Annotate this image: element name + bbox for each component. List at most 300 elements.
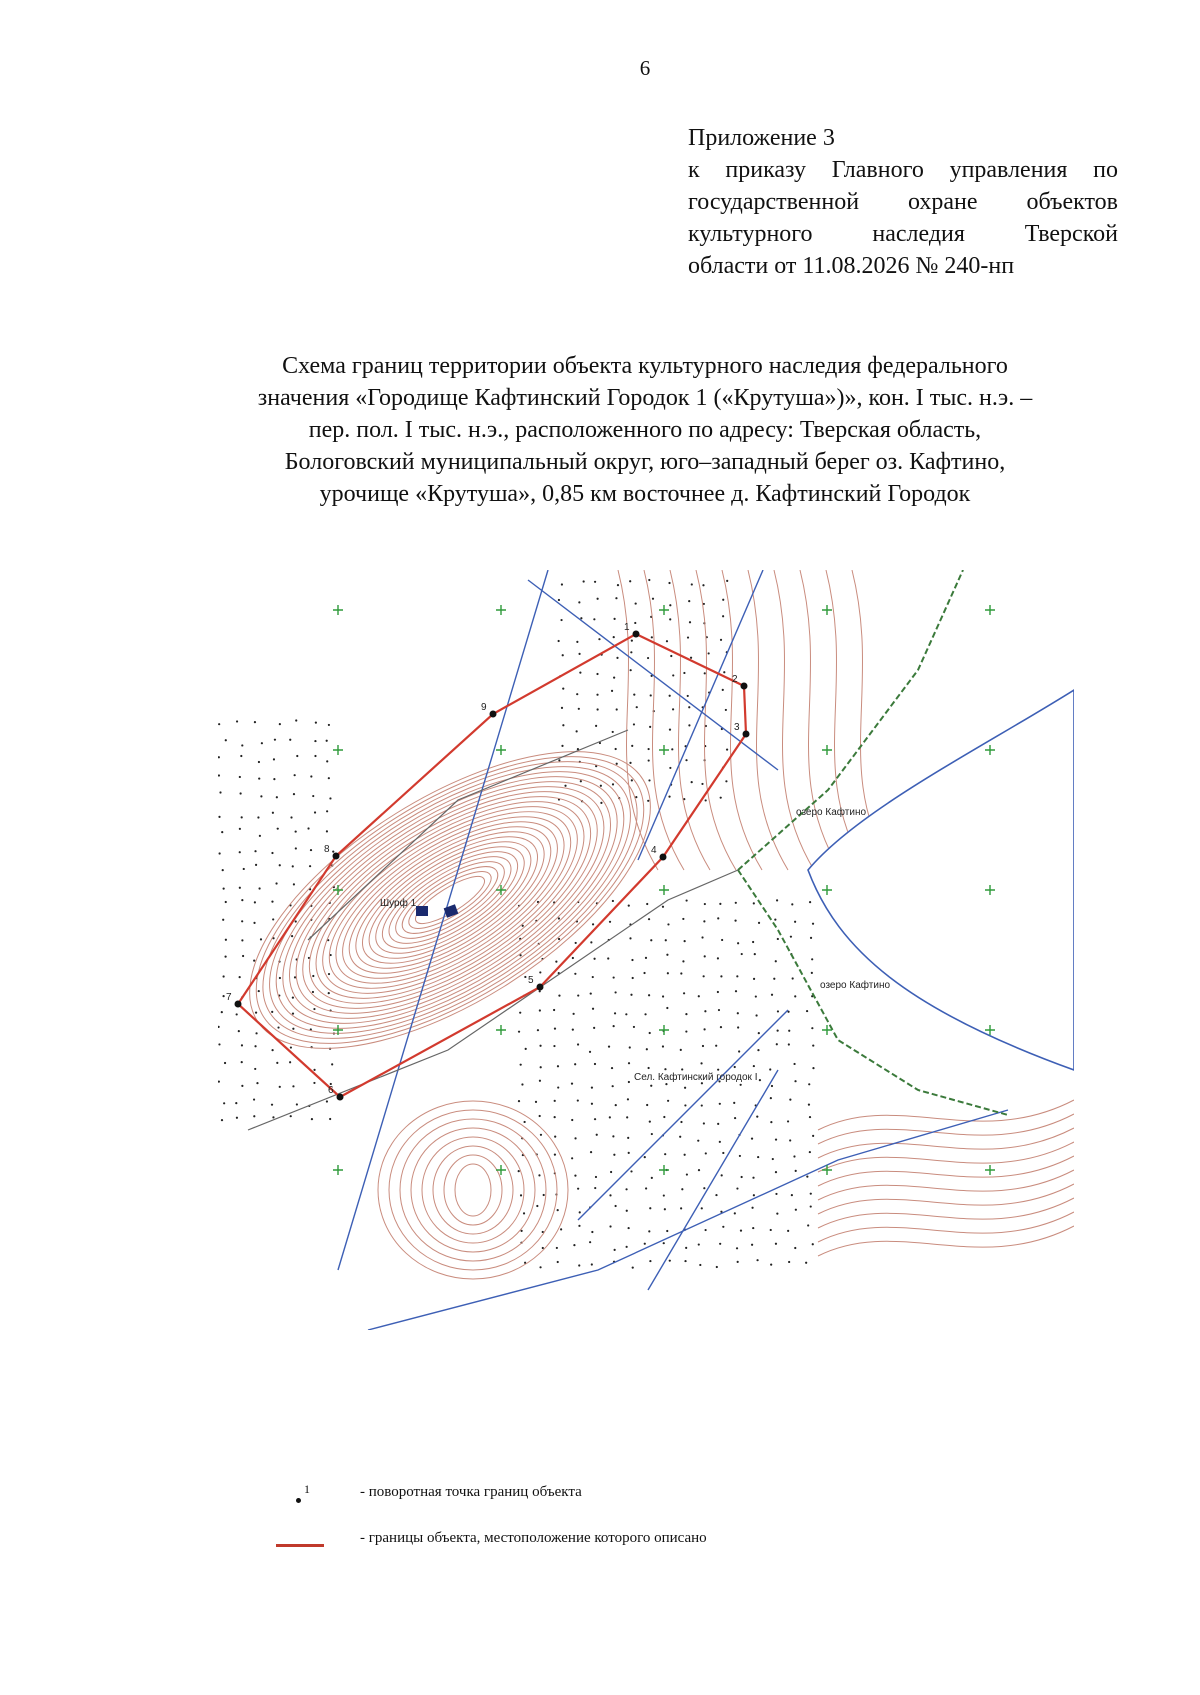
forest-dot xyxy=(680,972,682,974)
forest-dot xyxy=(647,657,649,659)
forest-dot xyxy=(698,995,700,997)
forest-dot xyxy=(648,579,650,581)
forest-dot xyxy=(741,1176,743,1178)
forest-dot xyxy=(688,600,690,602)
forest-dot xyxy=(564,785,566,787)
forest-dot xyxy=(290,1115,292,1117)
forest-dot xyxy=(635,602,637,604)
forest-dot xyxy=(571,1119,573,1121)
forest-dot xyxy=(273,778,275,780)
grid-cross xyxy=(333,1165,343,1175)
forest-dot xyxy=(752,1177,754,1179)
forest-dot xyxy=(576,693,578,695)
forest-dot xyxy=(629,762,631,764)
forest-dot xyxy=(539,971,541,973)
forest-dot xyxy=(735,990,737,992)
forest-dot xyxy=(684,940,686,942)
forest-dot xyxy=(701,1104,703,1106)
forest-dot xyxy=(741,953,743,955)
forest-dot xyxy=(271,1011,273,1013)
forest-dot xyxy=(613,618,615,620)
forest-dot xyxy=(279,977,281,979)
forest-dot xyxy=(254,1045,256,1047)
forest-dot xyxy=(648,918,650,920)
forest-dot xyxy=(578,1225,580,1227)
forest-dot xyxy=(631,640,633,642)
forest-dot xyxy=(539,1080,541,1082)
forest-dot xyxy=(608,1046,610,1048)
forest-dot xyxy=(572,957,574,959)
forest-dot xyxy=(753,902,755,904)
grid-cross xyxy=(985,605,995,615)
forest-dot xyxy=(616,763,618,765)
forest-dot xyxy=(756,1259,758,1261)
forest-dot xyxy=(629,937,631,939)
forest-dot xyxy=(794,1247,796,1249)
forest-dot xyxy=(535,1101,537,1103)
contour-line xyxy=(818,1114,1074,1144)
contour-line xyxy=(455,1164,491,1216)
forest-dot xyxy=(691,781,693,783)
forest-dot xyxy=(238,1030,240,1032)
forest-dot xyxy=(666,1007,668,1009)
forest-dot xyxy=(609,1225,611,1227)
forest-dot xyxy=(329,1118,331,1120)
forest-dot xyxy=(759,1079,761,1081)
turning-point-dot xyxy=(296,1498,301,1503)
forest-dot xyxy=(258,887,260,889)
forest-dot xyxy=(598,638,600,640)
grid-cross xyxy=(659,1025,669,1035)
legend-text: - границы объекта, местоположение которого описано xyxy=(360,1530,707,1546)
forest-dot xyxy=(557,1086,559,1088)
contour-line xyxy=(422,1137,524,1243)
turning-point-label: 2 xyxy=(732,674,738,685)
legend-item-turning-point xyxy=(260,1480,960,1526)
forest-dot xyxy=(222,995,224,997)
forest-dot xyxy=(684,1104,686,1106)
forest-dot xyxy=(734,920,736,922)
map-features xyxy=(416,904,458,918)
forest-dot xyxy=(701,1207,703,1209)
forest-dot xyxy=(662,906,664,908)
forest-dot xyxy=(625,1188,627,1190)
forest-dot xyxy=(751,1207,753,1209)
forest-dot xyxy=(255,1032,257,1034)
forest-dot xyxy=(221,1011,223,1013)
forest-dot xyxy=(613,636,615,638)
forest-dot xyxy=(292,1085,294,1087)
forest-dot xyxy=(583,580,585,582)
forest-dot xyxy=(806,1010,808,1012)
forest-dot xyxy=(630,669,632,671)
forest-dot xyxy=(524,976,526,978)
forest-dot xyxy=(609,921,611,923)
forest-dot xyxy=(688,706,690,708)
turning-point xyxy=(633,631,640,638)
forest-dot xyxy=(562,688,564,690)
forest-dot xyxy=(811,972,813,974)
forest-dot xyxy=(725,780,727,782)
forest-dot xyxy=(219,852,221,854)
forest-dot xyxy=(594,1118,596,1120)
forest-dot xyxy=(718,1009,720,1011)
forest-dot xyxy=(595,1176,597,1178)
forest-dot xyxy=(688,724,690,726)
forest-dot xyxy=(218,1043,220,1045)
forest-dot xyxy=(578,601,580,603)
forest-dot xyxy=(571,1157,573,1159)
forest-dot xyxy=(221,1119,223,1121)
forest-dot xyxy=(332,851,334,853)
forest-dot xyxy=(662,1045,664,1047)
title-line: пер. пол. I тыс. н.э., расположенного по адресу: Тверская область, xyxy=(308,417,982,443)
forest-dot xyxy=(253,1115,255,1117)
forest-dot xyxy=(613,976,615,978)
forest-dot xyxy=(757,1049,759,1051)
forest-dot xyxy=(787,1230,789,1232)
forest-dot xyxy=(591,1231,593,1233)
forest-dot xyxy=(272,918,274,920)
turning-point xyxy=(743,731,750,738)
forest-dot xyxy=(254,850,256,852)
forest-dot xyxy=(573,1244,575,1246)
forest-dot xyxy=(578,1264,580,1266)
forest-dot xyxy=(644,1243,646,1245)
forest-dot xyxy=(326,810,328,812)
forest-dot xyxy=(795,1170,797,1172)
forest-dot xyxy=(737,1026,739,1028)
forest-dot xyxy=(273,758,275,760)
forest-dot xyxy=(649,1032,651,1034)
forest-dot xyxy=(218,1081,220,1083)
turning-point xyxy=(337,1094,344,1101)
forest-dot xyxy=(723,671,725,673)
forest-dot xyxy=(289,739,291,741)
forest-dot xyxy=(636,706,638,708)
forest-dot xyxy=(691,583,693,585)
forest-dot xyxy=(612,900,614,902)
document-title xyxy=(150,350,1140,510)
forest-dot xyxy=(808,1104,810,1106)
forest-dot xyxy=(689,621,691,623)
forest-dot xyxy=(666,954,668,956)
forest-dot xyxy=(254,721,256,723)
forest-dot xyxy=(218,1026,220,1028)
forest-dot xyxy=(520,1194,522,1196)
forest-dot xyxy=(667,1100,669,1102)
turning-point xyxy=(490,711,497,718)
forest-dot xyxy=(754,953,756,955)
forest-dot xyxy=(625,1013,627,1015)
forest-dot xyxy=(525,1048,527,1050)
grid-cross xyxy=(496,1025,506,1035)
grid-cross xyxy=(333,605,343,615)
forest-dot xyxy=(734,1066,736,1068)
forest-dot xyxy=(560,1228,562,1230)
forest-dot xyxy=(239,887,241,889)
forest-dot xyxy=(651,1177,653,1179)
forest-dot xyxy=(572,1029,574,1031)
forest-dot xyxy=(702,584,704,586)
grid-cross xyxy=(659,745,669,755)
forest-dot xyxy=(703,975,705,977)
forest-dot xyxy=(243,868,245,870)
forest-dot xyxy=(735,902,737,904)
forest-dot xyxy=(669,767,671,769)
forest-dot xyxy=(720,797,722,799)
forest-dot xyxy=(241,1085,243,1087)
forest-dot xyxy=(242,955,244,957)
forest-dot xyxy=(663,1116,665,1118)
forest-dot xyxy=(648,994,650,996)
forest-dot xyxy=(715,1045,717,1047)
forest-dot xyxy=(719,1103,721,1105)
forest-dot xyxy=(791,1194,793,1196)
forest-dot xyxy=(615,748,617,750)
forest-dot xyxy=(646,1048,648,1050)
forest-dot xyxy=(592,1008,594,1010)
forest-dot xyxy=(720,975,722,977)
forest-dot xyxy=(271,1049,273,1051)
contour-line xyxy=(818,1212,1074,1242)
forest-dot xyxy=(542,1247,544,1249)
forest-dot xyxy=(699,1264,701,1266)
forest-dot xyxy=(560,619,562,621)
contour-line xyxy=(344,812,557,987)
forest-dot xyxy=(752,1227,754,1229)
forest-dot xyxy=(722,689,724,691)
forest-dot xyxy=(705,1229,707,1231)
contour-line xyxy=(389,1110,557,1270)
forest-dot xyxy=(276,1062,278,1064)
forest-dot xyxy=(577,1099,579,1101)
forest-dot xyxy=(648,779,650,781)
contour-line xyxy=(818,1184,1074,1214)
forest-dot xyxy=(629,1046,631,1048)
forest-dot xyxy=(697,1140,699,1142)
forest-dot xyxy=(612,1135,614,1137)
forest-dot xyxy=(665,939,667,941)
forest-dot xyxy=(328,973,330,975)
forest-dot xyxy=(600,785,602,787)
forest-dot xyxy=(736,1247,738,1249)
title-line: Схема границ территории объекта культурного наследия федерального xyxy=(282,353,1008,379)
forest-dot xyxy=(771,994,773,996)
forest-dot xyxy=(328,992,330,994)
forest-dot xyxy=(329,797,331,799)
forest-dot xyxy=(223,888,225,890)
forest-dot xyxy=(663,1242,665,1244)
forest-dot xyxy=(794,995,796,997)
title-line: значения «Городище Кафтинский Городок 1 («Крутуша»)», кон. I тыс. н.э. – xyxy=(257,385,1033,411)
forest-dot xyxy=(561,745,563,747)
forest-dot xyxy=(295,847,297,849)
forest-dot xyxy=(777,1010,779,1012)
forest-dot xyxy=(274,739,276,741)
map-label-pit: Шурф 1 xyxy=(380,898,417,909)
forest-dot xyxy=(556,1247,558,1249)
forest-dot xyxy=(578,708,580,710)
forest-dot xyxy=(218,756,220,758)
forest-dot xyxy=(628,905,630,907)
forest-dot xyxy=(664,1208,666,1210)
forest-dot xyxy=(776,1213,778,1215)
forest-dot xyxy=(328,777,330,779)
forest-dot xyxy=(612,731,614,733)
contour-line xyxy=(818,1142,1074,1172)
forest-dot xyxy=(218,774,220,776)
forest-dot xyxy=(681,1188,683,1190)
forest-dot xyxy=(734,1212,736,1214)
forest-dot xyxy=(793,1063,795,1065)
forest-dot xyxy=(290,1046,292,1048)
forest-dot xyxy=(628,1152,630,1154)
forest-dot xyxy=(557,1065,559,1067)
map-label-settlement: Сел. Кафтинский городок I xyxy=(634,1072,758,1083)
forest-dot xyxy=(272,812,274,814)
forest-dot xyxy=(681,1068,683,1070)
forest-dot xyxy=(312,991,314,993)
forest-dot xyxy=(645,957,647,959)
forest-dot xyxy=(218,816,220,818)
appendix-line: культурного наследия Тверской xyxy=(688,221,1118,247)
forest-dot xyxy=(579,672,581,674)
forest-dot xyxy=(562,654,564,656)
forest-dot xyxy=(558,759,560,761)
turning-point-symbol xyxy=(260,1480,330,1510)
forest-dot xyxy=(594,581,596,583)
forest-dot xyxy=(740,1229,742,1231)
forest-dot xyxy=(313,1082,315,1084)
forest-dot xyxy=(633,1026,635,1028)
forest-dot xyxy=(571,1083,573,1085)
forest-dot xyxy=(737,1012,739,1014)
forest-dot xyxy=(292,1028,294,1030)
forest-dot xyxy=(614,1205,616,1207)
forest-dot xyxy=(770,1121,772,1123)
forest-dot xyxy=(224,1062,226,1064)
forest-dot xyxy=(543,1194,545,1196)
forest-dot xyxy=(670,655,672,657)
forest-dot xyxy=(609,1194,611,1196)
forest-dot xyxy=(773,978,775,980)
contour-line xyxy=(818,1100,1074,1130)
forest-dot xyxy=(592,923,594,925)
forest-dot xyxy=(596,694,598,696)
forest-dot xyxy=(254,901,256,903)
page-number: 6 xyxy=(639,56,651,80)
forest-dot xyxy=(540,1134,542,1136)
forest-dot xyxy=(296,1103,298,1105)
turning-point-label: 7 xyxy=(226,992,232,1003)
forest-dot xyxy=(719,903,721,905)
forest-dot xyxy=(669,695,671,697)
forest-dot xyxy=(256,1082,258,1084)
forest-dot xyxy=(702,1045,704,1047)
forest-dot xyxy=(594,1187,596,1189)
forest-dot xyxy=(669,1260,671,1262)
forest-dot xyxy=(591,1263,593,1265)
forest-dot xyxy=(276,796,278,798)
forest-dot xyxy=(630,994,632,996)
forest-dot xyxy=(753,978,755,980)
forest-dot xyxy=(590,992,592,994)
forest-dot xyxy=(810,1193,812,1195)
forest-dot xyxy=(630,651,632,653)
grid-cross xyxy=(659,605,669,615)
contour-line xyxy=(218,693,697,1107)
forest-dot xyxy=(326,760,328,762)
stream-line xyxy=(368,1110,1008,1330)
forest-dot xyxy=(687,695,689,697)
forest-dot xyxy=(260,938,262,940)
forest-dot xyxy=(253,1098,255,1100)
forest-dot xyxy=(235,1102,237,1104)
forest-dot xyxy=(631,745,633,747)
forest-dot xyxy=(648,1067,650,1069)
forest-dot xyxy=(667,923,669,925)
lake-shore xyxy=(808,690,1074,1070)
forest-dot xyxy=(734,1117,736,1119)
forest-dot xyxy=(643,972,645,974)
forest-dot xyxy=(593,958,595,960)
forest-dot xyxy=(615,597,617,599)
forest-dot xyxy=(293,793,295,795)
forest-dot xyxy=(740,1084,742,1086)
forest-dot xyxy=(593,618,595,620)
turning-point-label: 5 xyxy=(528,975,534,986)
forest-dot xyxy=(758,922,760,924)
forest-dot xyxy=(295,830,297,832)
forest-dot xyxy=(554,1136,556,1138)
forest-dot xyxy=(705,1152,707,1154)
forest-dot xyxy=(672,674,674,676)
grid-cross xyxy=(659,1165,669,1175)
forest-dot xyxy=(770,1264,772,1266)
forest-dot xyxy=(687,636,689,638)
forest-dot xyxy=(632,977,634,979)
forest-dot xyxy=(648,748,650,750)
forest-dot xyxy=(788,1030,790,1032)
forest-dot xyxy=(662,995,664,997)
forest-dot xyxy=(524,1121,526,1123)
boundary-line-swatch xyxy=(276,1544,324,1547)
forest-dot xyxy=(809,1151,811,1153)
contour-line xyxy=(228,714,672,1086)
forest-dot xyxy=(669,604,671,606)
forest-dot xyxy=(650,1085,652,1087)
forest-dot xyxy=(726,580,728,582)
forest-dot xyxy=(703,1028,705,1030)
pit-marker xyxy=(416,906,428,916)
contour-line xyxy=(277,756,622,1044)
forest-dot xyxy=(239,851,241,853)
forest-dot xyxy=(222,869,224,871)
forest-dot xyxy=(538,1174,540,1176)
forest-dot xyxy=(787,1120,789,1122)
forest-dot xyxy=(715,1194,717,1196)
forest-dot xyxy=(794,1080,796,1082)
forest-dot xyxy=(812,1243,814,1245)
forest-dot xyxy=(680,1121,682,1123)
appendix-header xyxy=(688,122,1118,282)
forest-dot xyxy=(651,636,653,638)
forest-dot xyxy=(616,708,618,710)
forest-dot xyxy=(650,939,652,941)
forest-dot xyxy=(279,723,281,725)
forest-dot xyxy=(239,828,241,830)
